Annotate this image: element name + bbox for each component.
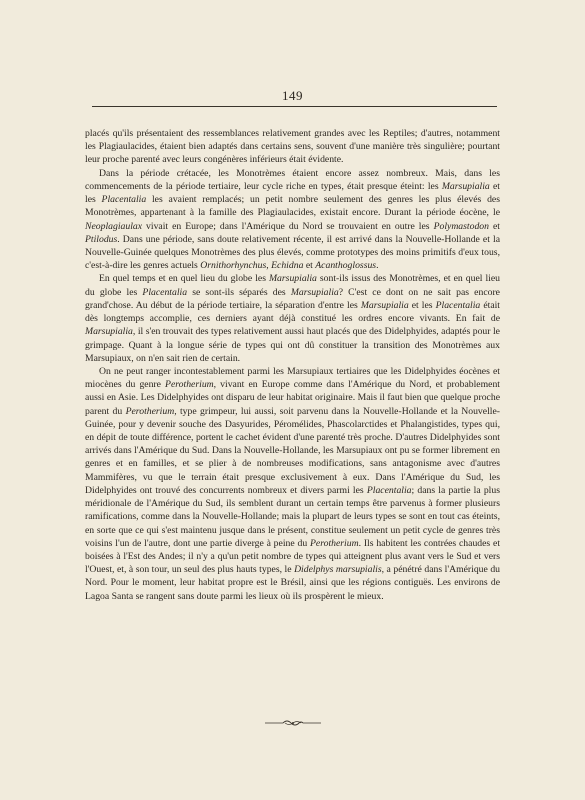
text-run: était dès longtemps accomplie, ces derniers ayant déjà constitué les ordres encore vivants. En fait de — [85, 299, 500, 325]
text-run: ; dans la partie la plus méridionale de l'Amérique du Sud, ils semblent durant un certain temps être parvenus à former plusieurs ramifications, comme dans la Nouvelle-Hollande; mais la plupart de leurs types se sont en tout cas éteints, en sorte que ce qui s'est maintenu jusque dans le présent, constitue seulement un petit cycle de genres très voisins l'un de l'autre, dont une partie diverge à peine du — [85, 484, 500, 549]
text-run: et — [303, 260, 316, 272]
italic-term: Placentalia — [142, 286, 188, 298]
text-run: , il s'en trouvait des types relativement aussi haut placés que des Didelphyides, adaptés pour le grimpage. Quant à la longue série de types qui ont dû constituer la transition des Monotrèmes aux Marsupiaux, on n'en sait rien de certain. — [85, 326, 500, 364]
page-number: 149 — [282, 88, 303, 103]
text-run: , vivant en Europe comme dans l'Amérique du Nord, et probablement aussi en Asie. Les Didelphyides ont disparu de leur habitat originaire. Mais il faut bien que quelque proche parent du — [85, 379, 500, 417]
italic-term: Marsupialia — [85, 326, 133, 338]
text-run: . Dans une période, sans doute relativement récente, il est arrivé dans la Nouvelle-Hollande et la Nouvelle-Guinée quelques Monotrèmes des plus élevés, comme prototypes des moins primitifs d'eux tous, c'est-à-dire les genres actuels — [85, 233, 500, 272]
paragraph — [85, 127, 500, 167]
italic-term: Marsupialia — [441, 180, 490, 192]
text-run: , — [266, 260, 272, 272]
italic-term: Placentalia — [366, 484, 412, 496]
text-run: et — [489, 220, 500, 232]
paragraph — [85, 365, 500, 603]
paragraph — [85, 167, 500, 273]
text-run: On ne peut ranger incontestablement parmi les Marsupiaux tertiaires que les Didelphyides éocènes et miocènes du genre — [85, 365, 500, 391]
text-run: , a pénétré dans l'Amérique du Nord. Pour le moment, leur habitat propre est le Brésil, ainsi que les régions contiguës. Les environs de Lagoa Santa se rangent sans doute parmi les lieux où ils prospèrent le mieux. — [85, 564, 501, 602]
text-run: les avaient remplacés; un petit nombre seulement des genres les plus élevés des Monotrèmes, appartenant à la famille des Plagiaulacides, existait encore. Durant la période éocène, le — [85, 194, 501, 219]
italic-term: Didelphys marsupialis — [294, 564, 382, 576]
text-run: . Ils habitent les contrées chaudes et boisées à l'Est des Andes; il n'y a qu'un petit nombre de types qui atteignent plus avant vers le Sud et vers l'Ouest, et, à son tour, un seul des plus hauts types, le — [85, 537, 501, 576]
italic-term: Neoplagiaulax — [85, 220, 143, 232]
italic-term: Placentalia — [101, 194, 147, 206]
text-run: En quel temps et en quel lieu du globe les — [99, 273, 269, 285]
text-run: se sont-ils séparés des — [187, 286, 291, 298]
italic-term: Marsupialia — [360, 299, 409, 311]
italic-term: Ornithorhynchus — [200, 260, 267, 272]
body-text — [85, 127, 500, 603]
italic-term: Acanthoglossus — [315, 260, 377, 272]
text-run: Dans la période crétacée, les Monotrèmes étaient encore assez nombreux. Mais, dans les commencements de la période tertiaire, leur cycle riche en types, était presque éteint: les — [85, 167, 500, 192]
italic-term: Marsupialia — [268, 273, 317, 285]
italic-term: Echidna — [271, 260, 304, 272]
italic-term: Ptilodus — [85, 233, 118, 245]
text-run: , type grimpeur, lui aussi, soit parvenu dans la Nouvelle-Hollande et la Nouvelle-Guinée, pour y devenir souche des Dasyurides, Péromélides, Phascolarctides et Phalangistides, types qui, en dépit de toute différence, portent le cachet évident d'une parenté très proche. D'autres Didelphyides sont arrivés dans l'Amérique du Sud. Dans la Nouvelle-Hollande, les Marsupiaux ont pu se former librement en genres et en familles, et se plier à de nombreuses modifications, sans antagonisme avec d'autres Mammifères, vu que le terrain était presque exclusivement à eux. Dans l'Amérique du Sud, les Didelphyides ont trouvé des concurrents nombreux et divers parmi les — [85, 405, 500, 496]
italic-term: Polymastodon — [433, 220, 489, 232]
text-run: . — [376, 260, 379, 272]
text-run: et les — [408, 299, 436, 311]
italic-term: Perotherium — [165, 379, 214, 391]
text-run: placés qu'ils présentaient des ressemblances relativement grandes avec les Reptiles; d'autres, notamment les Plagiaulacides, étaient bien adaptés dans certains sens, souvent d'une manière très singulière; pourtant leur proche parenté avec leurs congénères inférieurs était évidente. — [85, 128, 500, 166]
italic-term: Placentalia — [435, 299, 481, 311]
end-ornament-icon — [0, 718, 585, 728]
text-run: et les — [85, 180, 500, 206]
italic-term: Perotherium — [125, 405, 175, 417]
paragraph — [85, 272, 500, 365]
text-run: vivait en Europe; dans l'Amérique du Nord se trouvaient en outre les — [142, 220, 434, 232]
italic-term: Perotherium — [309, 537, 359, 549]
header-rule — [92, 106, 497, 107]
italic-term: Marsupialia — [290, 286, 339, 298]
text-run: sont-ils issus des Monotrèmes, et en quel lieu du globe les — [85, 273, 500, 298]
text-run: ? C'est ce dont on ne sait pas encore grand'chose. Au début de la période tertiaire, la séparation d'entre les — [85, 286, 500, 311]
